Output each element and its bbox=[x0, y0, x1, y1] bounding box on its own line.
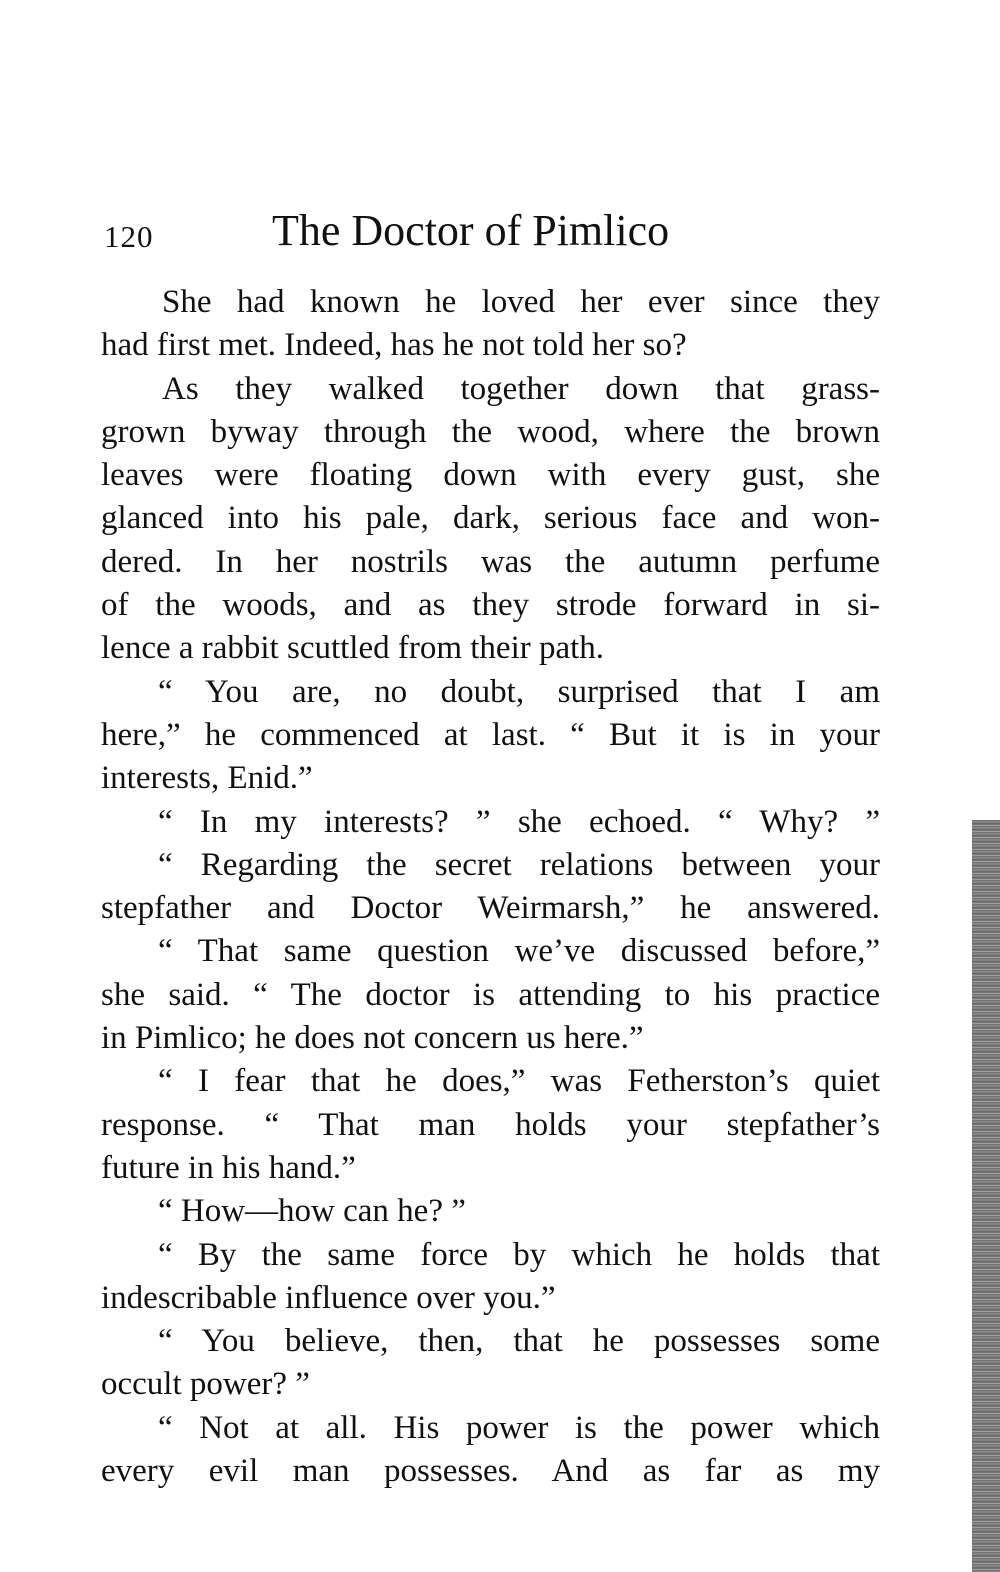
text-line: future in his hand.” bbox=[101, 1149, 356, 1186]
text-line: lence a rabbit scuttled from their path. bbox=[101, 630, 605, 667]
running-title: The Doctor of Pimlico bbox=[272, 206, 670, 255]
text-line: of the woods, and as they strode forward in si- bbox=[101, 587, 880, 624]
page-number: 120 bbox=[104, 219, 154, 254]
text-line: “ How—how can he? ” bbox=[158, 1193, 466, 1230]
text-line: leaves were floating down with every gust, she bbox=[101, 457, 880, 494]
text-line: As they walked together down that grass- bbox=[162, 370, 880, 407]
text-line: “ By the same force by which he holds that bbox=[158, 1236, 880, 1273]
text-line: indescribable influence over you.” bbox=[101, 1279, 556, 1316]
text-line: occult power? ” bbox=[101, 1366, 310, 1403]
text-line: every evil man possesses. And as far as my bbox=[101, 1453, 880, 1490]
text-line: She had known he loved her ever since they bbox=[162, 284, 880, 320]
text-line: “ That same question we’ve discussed before,” bbox=[158, 933, 880, 970]
text-line: had first met. Indeed, has he not told her so? bbox=[101, 327, 687, 364]
text-line: grown byway through the wood, where the brown bbox=[101, 413, 880, 450]
text-line: stepfather and Doctor Weirmarsh,” he answered. bbox=[101, 890, 880, 927]
text-line: dered. In her nostrils was the autumn perfume bbox=[101, 543, 880, 580]
text-line: “ You are, no doubt, surprised that I am bbox=[158, 673, 880, 710]
text-line: “ Regarding the secret relations between your bbox=[158, 846, 880, 883]
text-line: “ I fear that he does,” was Fetherston’s quiet bbox=[158, 1063, 880, 1100]
body-text bbox=[101, 281, 880, 1493]
page-edge-shadow bbox=[972, 820, 1000, 1572]
text-line: response. “ That man holds your stepfather’s bbox=[101, 1106, 880, 1143]
page-header bbox=[100, 205, 880, 265]
text-line: interests, Enid.” bbox=[101, 760, 313, 797]
text-line: “ Not at all. His power is the power which bbox=[158, 1409, 880, 1446]
text-line: here,” he commenced at last. “ But it is in your bbox=[101, 716, 880, 753]
text-line: “ You believe, then, that he possesses some bbox=[158, 1323, 880, 1360]
text-line: she said. “ The doctor is attending to his practice bbox=[101, 976, 880, 1013]
text-line: glanced into his pale, dark, serious face and won- bbox=[101, 500, 880, 537]
text-line: in Pimlico; he does not concern us here.” bbox=[101, 1020, 644, 1057]
text-line: “ In my interests? ” she echoed. “ Why? ” bbox=[158, 803, 880, 840]
